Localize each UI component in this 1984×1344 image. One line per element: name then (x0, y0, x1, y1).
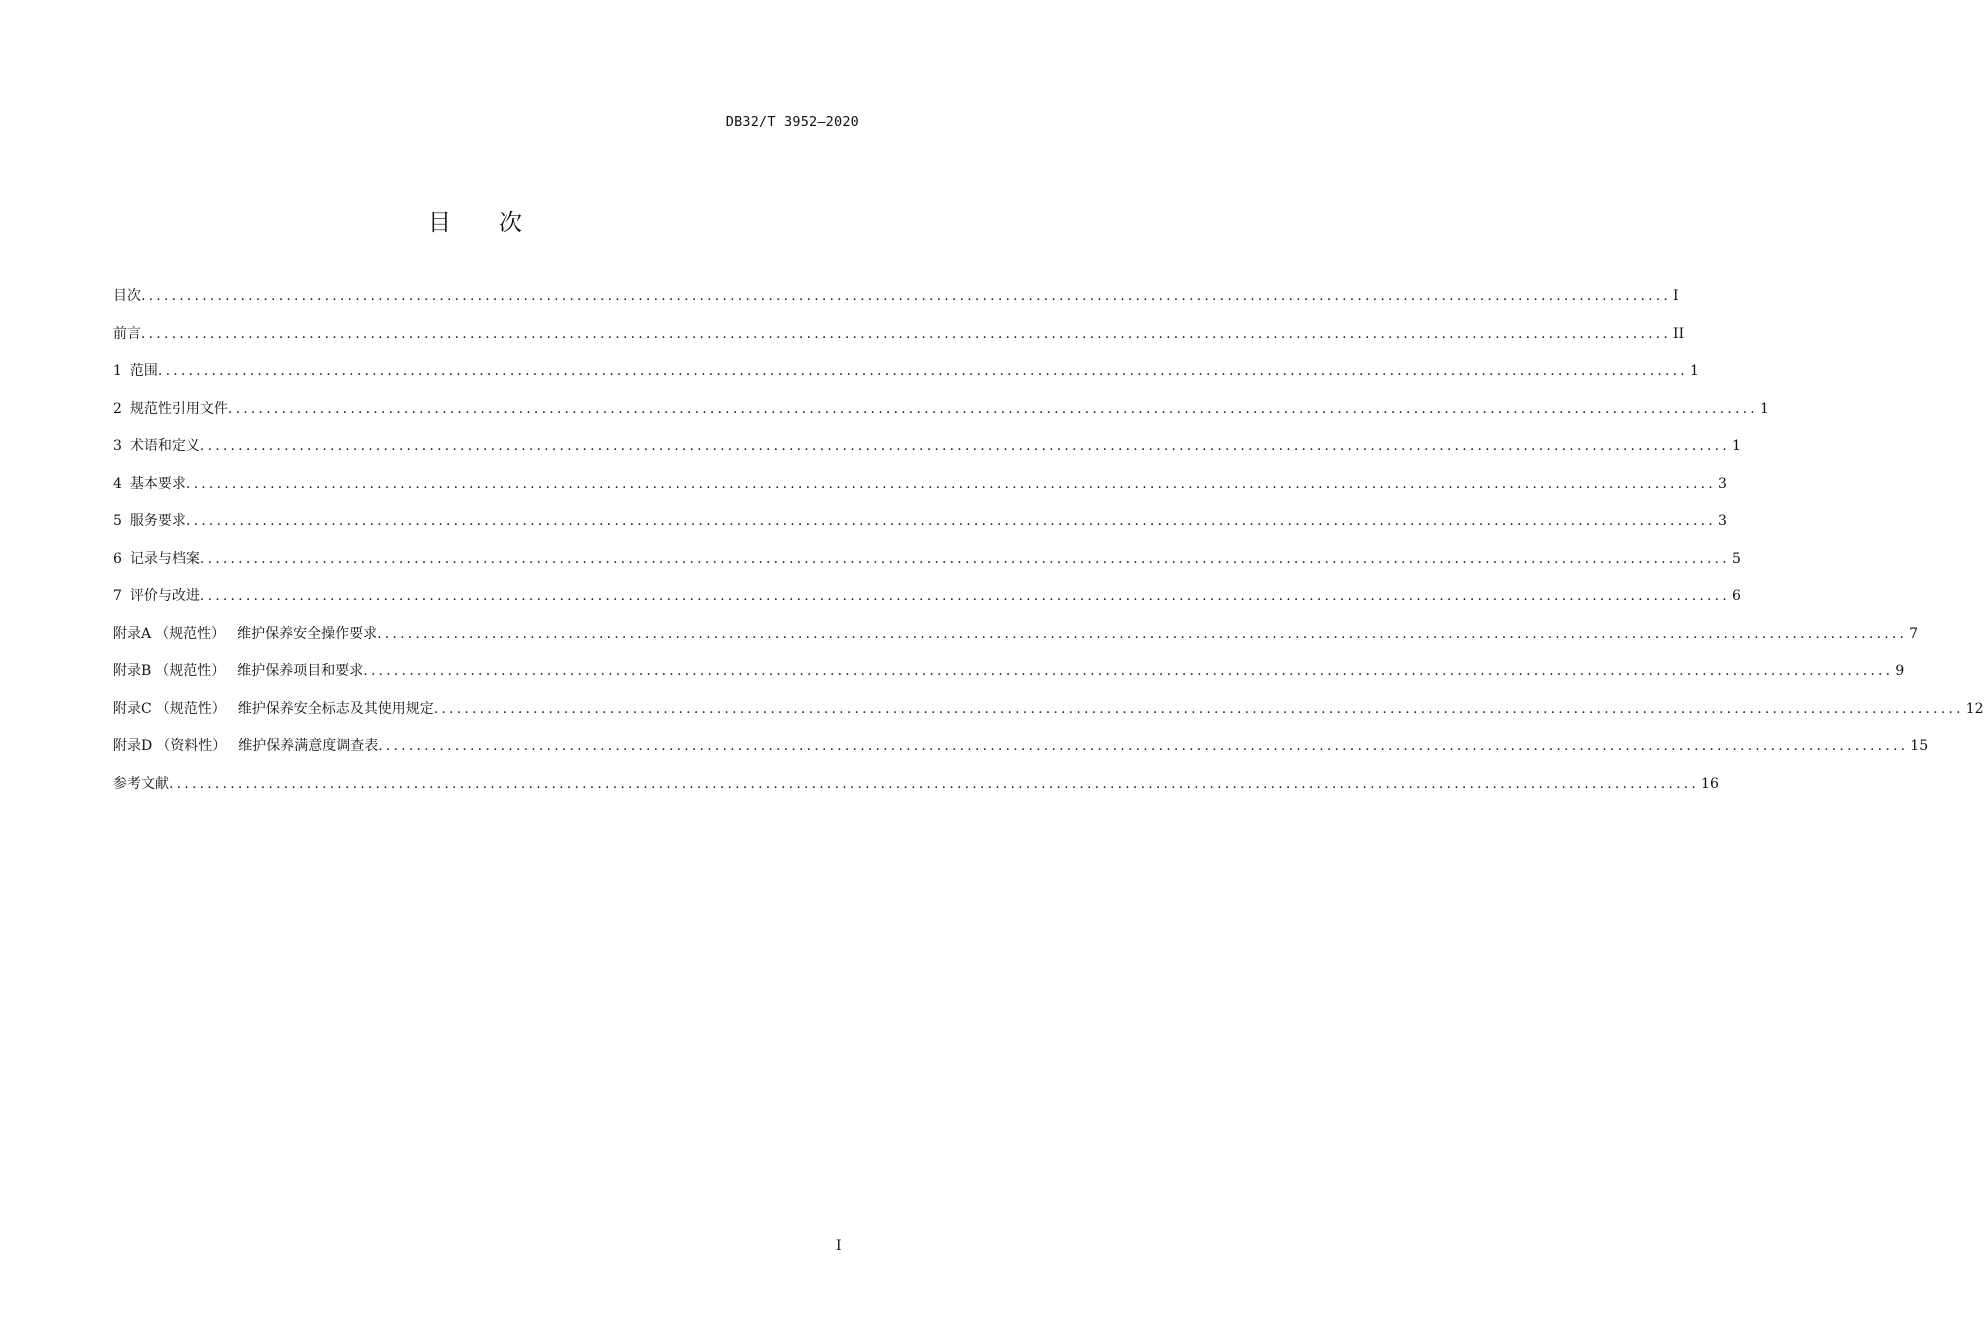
toc-entry[interactable] (113, 323, 1685, 361)
clause-number: 4 (113, 475, 122, 492)
toc-entry-label (113, 398, 228, 418)
toc-entry[interactable] (113, 285, 1679, 323)
dot-leader: ........................................................................................................................................................................................................ (199, 438, 1730, 454)
toc-entry-text: 范围 (129, 363, 158, 379)
annex-id: 附录A (113, 625, 152, 642)
toc-entry[interactable] (113, 473, 1727, 511)
clause-number: 2 (113, 400, 122, 417)
toc-entry[interactable] (113, 698, 1984, 736)
toc-entry-label (113, 510, 186, 530)
clause-number: 1 (113, 363, 122, 379)
dot-leader: ........................................................................................................................................................................................................ (141, 288, 1672, 304)
toc-entry-label (113, 660, 363, 680)
toc-entry-label (113, 585, 200, 605)
toc-entry-page: 16 (1701, 775, 1719, 792)
dot-leader: ........................................................................................................................................................................................................ (363, 663, 1894, 679)
toc-entry-page: 1 (1759, 400, 1769, 417)
toc-entry-text: 参考文献 (113, 775, 169, 792)
toc-entry-page: II (1673, 325, 1685, 342)
toc-entry[interactable] (113, 510, 1727, 548)
toc-entry-text: 基本要求 (129, 475, 186, 492)
toc-entry-page: 9 (1895, 663, 1905, 679)
toc-entry-label (113, 473, 186, 493)
annex-type: （规范性） (155, 663, 226, 679)
toc-entry-label (113, 735, 378, 755)
toc-entry[interactable] (113, 548, 1741, 586)
toc-entry-text: 目次 (113, 288, 141, 304)
toc-entry-page: 3 (1717, 475, 1727, 492)
toc-entry-text: 维护保养安全标志及其使用规定 (237, 700, 434, 717)
dot-leader: ........................................................................................................................................................................................................ (199, 550, 1730, 567)
page-number: I (836, 1238, 842, 1254)
clause-number: 3 (113, 438, 122, 454)
dot-leader: ........................................................................................................................................................................................................ (199, 588, 1730, 604)
annex-id: 附录B (113, 663, 152, 679)
toc-entry-label (113, 435, 200, 455)
toc-entry-text: 维护保养满意度调查表 (238, 738, 379, 754)
toc-entry-text: 术语和定义 (129, 438, 200, 454)
toc-entry-page: 1 (1689, 363, 1699, 379)
toc-entry-label (113, 323, 141, 343)
clause-number: 7 (113, 588, 122, 604)
toc-entry[interactable] (113, 623, 1919, 661)
toc-entry-label (113, 285, 141, 305)
clause-number: 5 (113, 513, 122, 529)
toc-entry-page: 1 (1731, 438, 1741, 454)
toc-entry[interactable] (113, 660, 1905, 698)
dot-leader: ........................................................................................................................................................................................................ (433, 700, 1964, 717)
dot-leader: ........................................................................................................................................................................................................ (377, 625, 1908, 642)
toc-entry[interactable] (113, 773, 1719, 811)
toc-entry[interactable] (113, 735, 1929, 773)
dot-leader: ........................................................................................................................................................................................................ (141, 325, 1672, 342)
toc-entry-text: 服务要求 (129, 513, 186, 529)
toc-entry-label (113, 360, 158, 380)
dot-leader: ........................................................................................................................................................................................................ (185, 475, 1716, 492)
toc-entry-page: 12 (1965, 700, 1984, 717)
dot-leader: ........................................................................................................................................................................................................ (378, 738, 1909, 754)
toc-entry-label (113, 773, 169, 793)
annex-id: 附录D (113, 738, 153, 754)
annex-type: （资料性） (156, 738, 227, 754)
toc-title: 目次 (428, 210, 570, 236)
toc-entry[interactable] (113, 585, 1741, 623)
table-of-contents (113, 285, 1984, 810)
annex-id: 附录C (113, 700, 152, 717)
toc-entry-text: 规范性引用文件 (129, 400, 228, 417)
toc-entry-page: 3 (1717, 513, 1727, 529)
toc-entry-text: 评价与改进 (129, 588, 200, 604)
toc-entry[interactable] (113, 398, 1769, 436)
toc-entry-text: 记录与档案 (129, 550, 200, 567)
dot-leader: ........................................................................................................................................................................................................ (185, 513, 1716, 529)
dot-leader: ........................................................................................................................................................................................................ (157, 363, 1688, 379)
toc-entry[interactable] (113, 360, 1699, 398)
toc-entry-text: 维护保养项目和要求 (237, 663, 364, 679)
toc-entry[interactable] (113, 435, 1741, 473)
toc-entry-page: 5 (1731, 550, 1741, 567)
annex-type: （规范性） (155, 625, 226, 642)
toc-entry-text: 前言 (113, 325, 141, 342)
toc-entry-page: I (1673, 288, 1679, 304)
toc-entry-page: 7 (1909, 625, 1919, 642)
toc-entry-label (113, 698, 434, 718)
toc-entry-page: 6 (1731, 588, 1741, 604)
toc-entry-label (113, 548, 200, 568)
toc-entry-text: 维护保养安全操作要求 (237, 625, 378, 642)
annex-type: （规范性） (155, 700, 226, 717)
toc-entry-page: 15 (1910, 738, 1929, 754)
toc-entry-label (113, 623, 377, 643)
dot-leader: ........................................................................................................................................................................................................ (227, 400, 1758, 417)
dot-leader: ........................................................................................................................................................................................................ (169, 775, 1700, 792)
clause-number: 6 (113, 550, 122, 567)
document-code: DB32/T 3952—2020 (725, 114, 859, 130)
